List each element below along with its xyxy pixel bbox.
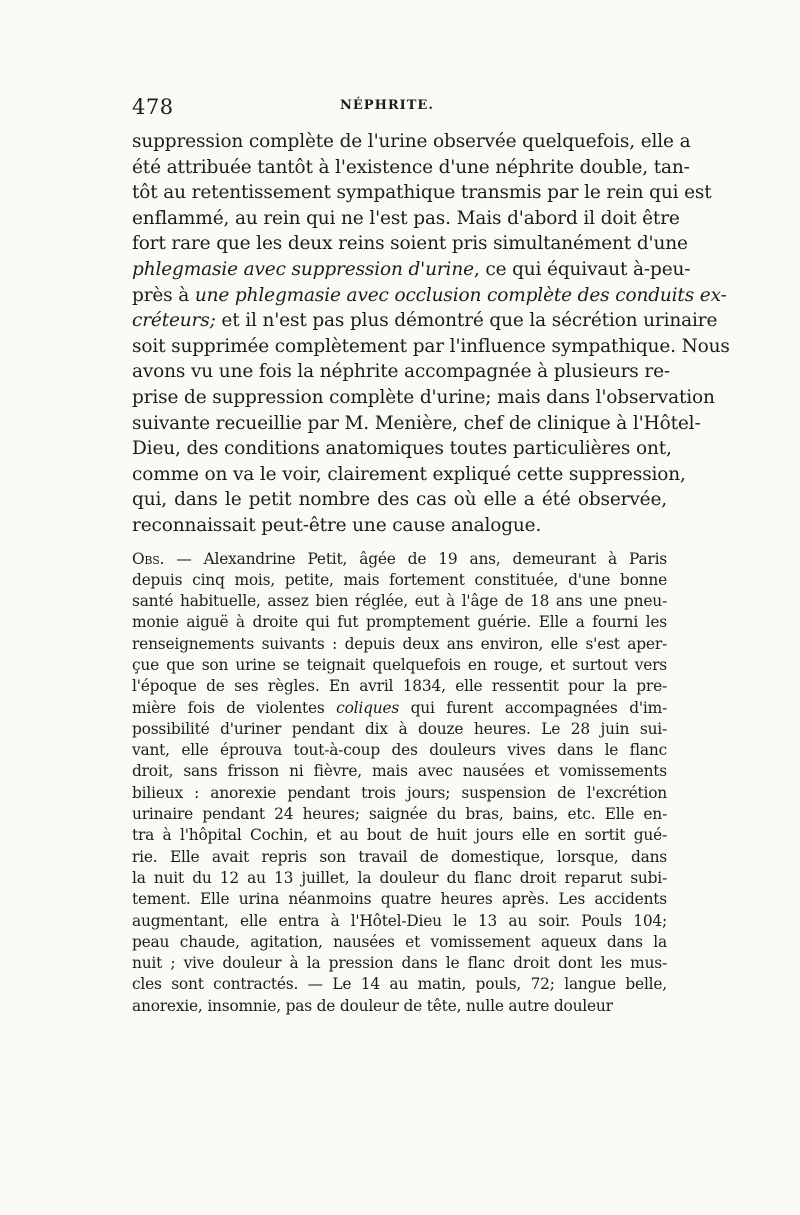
text-run: phlegmasie avec suppression d'urine [132,258,474,280]
page-header [132,95,667,125]
text-run: avons vu une fois la néphrite accompagnée à plusieurs re- [132,361,670,383]
text-run: comme on va le voir, clairement expliqué cette suppression, [132,463,686,485]
text-run: tement. Elle urina néanmoins quatre heures après. Les accidents [132,890,667,909]
observation-line [132,974,667,995]
observation-line [132,761,667,782]
page-number: 478 [132,95,174,119]
text-line [132,462,686,488]
text-line [132,206,680,232]
text-line [132,334,730,360]
text-run: depuis cinq mois, petite, mais fortement constituée, d'une bonne [132,570,667,589]
text-run: suppression complète de l'urine observée quelquefois, elle a [132,131,691,152]
observation-line [132,698,667,719]
observation-line [132,932,667,953]
observation-line [132,570,667,591]
text-run: été attribuée tantôt à l'existence d'une néphrite double, tan- [132,156,690,178]
observation-line [132,868,667,889]
text-run: mière fois de violentes [132,698,337,717]
text-run: et il n'est pas plus démontré que la sécrétion urinaire [215,310,718,332]
text-run: anorexie, insomnie, pas de douleur de tête, nulle autre douleur [132,996,613,1015]
text-run: cles sont contractés. — Le 14 au matin, pouls, 72; langue belle, [132,975,667,994]
observation-paragraph [132,549,667,1018]
text-run: , ce qui équivaut à-peu- [473,258,691,280]
text-run: rie. Elle avait repris son travail de domestique, lorsque, dans [132,847,667,866]
text-line [132,513,667,539]
text-run: l'époque de ses règles. En avril 1834, elle ressentit pour la pre- [132,677,667,696]
text-run: la nuit du 12 au 13 juillet, la douleur du flanc droit reparut subi- [132,868,667,887]
text-run: tra à l'hôpital Cochin, et au bout de huit jours elle en sortit gué- [132,826,667,845]
running-title: NÉPHRITE. [340,98,434,113]
text-run: reconnaissait peut-être une cause analogue. [132,514,542,536]
text-run: près à [132,284,195,306]
text-run: droit, sans frisson ni fièvre, mais avec nausées et vomissements [132,762,667,781]
observation-line [132,612,667,633]
observation-line [132,655,667,676]
text-run: suivante recueillie par M. Menière, chef de clinique à l'Hôtel- [132,412,701,434]
observation-line [132,996,667,1017]
observation-line [132,825,667,846]
text-run: santé habituelle, assez bien réglée, eut à l'âge de 18 ans une pneu- [132,592,667,611]
text-run: Dieu, des conditions anatomiques toutes particulières ont, [132,438,672,460]
observation-line [132,549,667,570]
observation-line [132,591,667,612]
observation-line [132,911,667,932]
text-run: enflammé, au rein qui ne l'est pas. Mais d'abord il doit être [132,207,680,229]
text-line [132,257,691,283]
observation-line [132,676,667,697]
text-run: augmentant, elle entra à l'Hôtel-Dieu le 13 au soir. Pouls 104; [132,911,667,930]
text-run: coliques [336,698,400,717]
text-run: çue que son urine se teignait quelquefois en rouge, et surtout vers [132,655,667,674]
observation-line [132,634,667,655]
text-run: tôt au retentissement sympathique transmis par le rein qui est [132,182,712,204]
text-run: possibilité d'uriner pendant dix à douze heures. Le 28 juin sui- [132,719,667,738]
text-run: créteurs; [132,310,216,332]
text-line [132,308,718,334]
text-line [132,487,667,513]
text-line [132,436,672,462]
text-line [132,231,688,257]
observation-line [132,740,667,761]
text-run: peau chaude, agitation, nausées et vomissement aqueux dans la [132,932,667,951]
text-run: bilieux : anorexie pendant trois jours; suspension de l'excrétion [132,783,667,802]
text-line [132,283,727,309]
text-run: Obs. [132,549,165,568]
observation-line [132,889,667,910]
text-run: nuit ; vive douleur à la pression dans le flanc droit dont les mus- [132,954,667,973]
text-run: urinaire pendant 24 heures; saignée du bras, bains, etc. Elle en- [132,805,667,824]
text-run: fort rare que les deux reins soient pris simultanément d'une [132,233,688,255]
observation-line [132,847,667,868]
book-page [132,95,730,1017]
observation-line [132,804,667,825]
text-run: qui furent accompagnées d'im- [399,698,667,717]
text-run: — Alexandrine Petit, âgée de 19 ans, demeurant à Paris [164,549,667,568]
observation-line [132,953,667,974]
text-run: renseignements suivants : depuis deux ans environ, elle s'est aper- [132,634,667,653]
text-run: soit supprimée complètement par l'influence sympathique. Nous [132,335,730,357]
text-line [132,180,712,206]
text-run: vant, elle éprouva tout-à-coup des douleurs vives dans le flanc [132,741,667,760]
text-line [132,411,701,437]
text-run: qui, dans le petit nombre des cas où elle a été observée, [132,489,667,511]
text-run: une phlegmasie avec occlusion complète des conduits ex- [194,284,727,306]
text-line [132,385,715,411]
observation-line [132,719,667,740]
text-line [132,129,691,155]
main-paragraph [132,129,730,539]
observation-line [132,783,667,804]
text-line [132,359,670,385]
text-run: prise de suppression complète d'urine; mais dans l'observation [132,386,715,408]
text-line [132,155,690,181]
text-run: monie aiguë à droite qui fut promptement guérie. Elle a fourni les [132,613,667,632]
